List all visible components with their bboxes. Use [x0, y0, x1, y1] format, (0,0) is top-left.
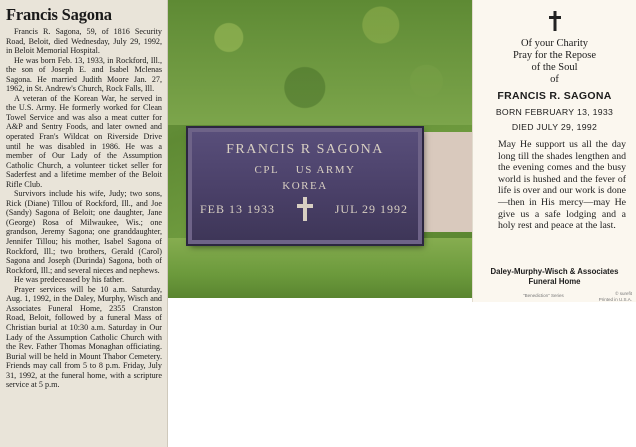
obituary-paragraph: Francis R. Sagona, 59, of 1816 Security Road, Beloit, died Wednesday, July 29, 1992, in Beloit Memorial Hospital. — [6, 27, 162, 56]
plaque-name: FRANCIS R SAGONA — [226, 142, 384, 157]
card-death-date: DIED JULY 29, 1992 — [511, 122, 598, 132]
obituary-clipping — [0, 0, 168, 447]
card-birth-date: BORN FEBRUARY 13, 1933 — [495, 107, 614, 117]
card-prayer-text: May He support us all the day long till the shades lengthen and the evening comes and the busy world is hushed and the fever of life is over and our work is done—then in His mercy—may He give us a safe lodging and a holy rest and peace at the last. — [498, 139, 626, 232]
obituary-body — [6, 27, 162, 390]
cross-icon — [548, 11, 562, 31]
card-line: of the Soul — [531, 62, 578, 73]
obituary-paragraph: He was born Feb. 13, 1933, in Rockford, Ill., the son of Joseph E. and Isabel Mclenas Sagona. He married Judith Moore Jan. 27, 1962, in St. Andrew's Church, Rock Falls, Ill. — [6, 55, 162, 94]
card-funeral-home-line2: Funeral Home — [528, 277, 581, 286]
obituary-paragraph: He was predeceased by his father. — [14, 275, 125, 285]
grass-background — [168, 0, 472, 125]
grave-marker-photo — [168, 0, 472, 298]
card-printed-label: Printed in U.S.A. — [598, 297, 632, 302]
card-line: of — [550, 74, 559, 85]
obituary-paragraph: A veteran of the Korean War, he served in the U.S. Army. He formerly worked for Clean Towel Service and was also a meat cutter for A&P and Sentry Foods, and later owned and operated Fran's Wildcat on Riverside Drive until he was disabled in 1986. He was a member of Our Lady of the Assumption Catholic Church, a volunteer ticket seller for Saderfest and a lifetime member of the Beloit Rifle Club. — [6, 93, 162, 189]
plaque-birth-date: FEB 13 1933 — [200, 202, 276, 216]
prayer-card — [472, 0, 636, 302]
bronze-grave-plaque — [188, 128, 422, 244]
card-line: Pray for the Repose — [512, 50, 597, 61]
card-copyright: © surefit — [615, 291, 632, 296]
obituary-paragraph: Survivors include his wife, Judy; two sons, Rick (Diane) Tillou of Rockford, Ill., and Joe (Sandy) Sagona of Beloit; one daughter, Jane (George) Rosa of Milwaukee, Wis.; one grandson, Jeremy Sagona; one granddaughter, Jennifer Tillou; his mother, Isabel Sagona of Rockford, Ill.; two brothers, Gerald (Carol) Sagona and Joseph (Durinda) Sagona, both of Rockford, Ill.; and several nieces and nephews. — [6, 189, 162, 275]
cross-icon — [295, 196, 315, 222]
obituary-title: Francis Sagona — [6, 5, 112, 24]
card-line: Of your Charity — [520, 38, 589, 49]
card-deceased-name: FRANCIS R. SAGONA — [497, 90, 612, 102]
card-funeral-home: Daley-Murphy-Wisch & Associates — [490, 267, 619, 276]
plaque-rank: CPL US ARMY — [254, 164, 356, 176]
plaque-death-date: JUL 29 1992 — [334, 202, 408, 216]
plaque-war: KOREA — [282, 180, 328, 192]
card-series-label: "Benediction" Series — [523, 293, 564, 298]
obituary-paragraph: Prayer services will be 10 a.m. Saturday, Aug. 1, 1992, in the Daley, Murphy, Wisch and Associates Funeral Home, 2355 Cranston Road, Beloit, followed by a funeral Mass of Christian burial at 10:30 a.m. Saturday in Our Lady of the Assumption Catholic Church with the Rev. Father Thomas Monaghan officiating. Burial will be held in Mount Thabor Cemetery. Friends may call from 5 to 8 p.m. Friday, July 31, 1992, at the funeral home, with a scripture service at 5 p.m. — [6, 284, 162, 390]
grass-foreground — [168, 238, 472, 298]
concrete-paver — [420, 132, 472, 232]
